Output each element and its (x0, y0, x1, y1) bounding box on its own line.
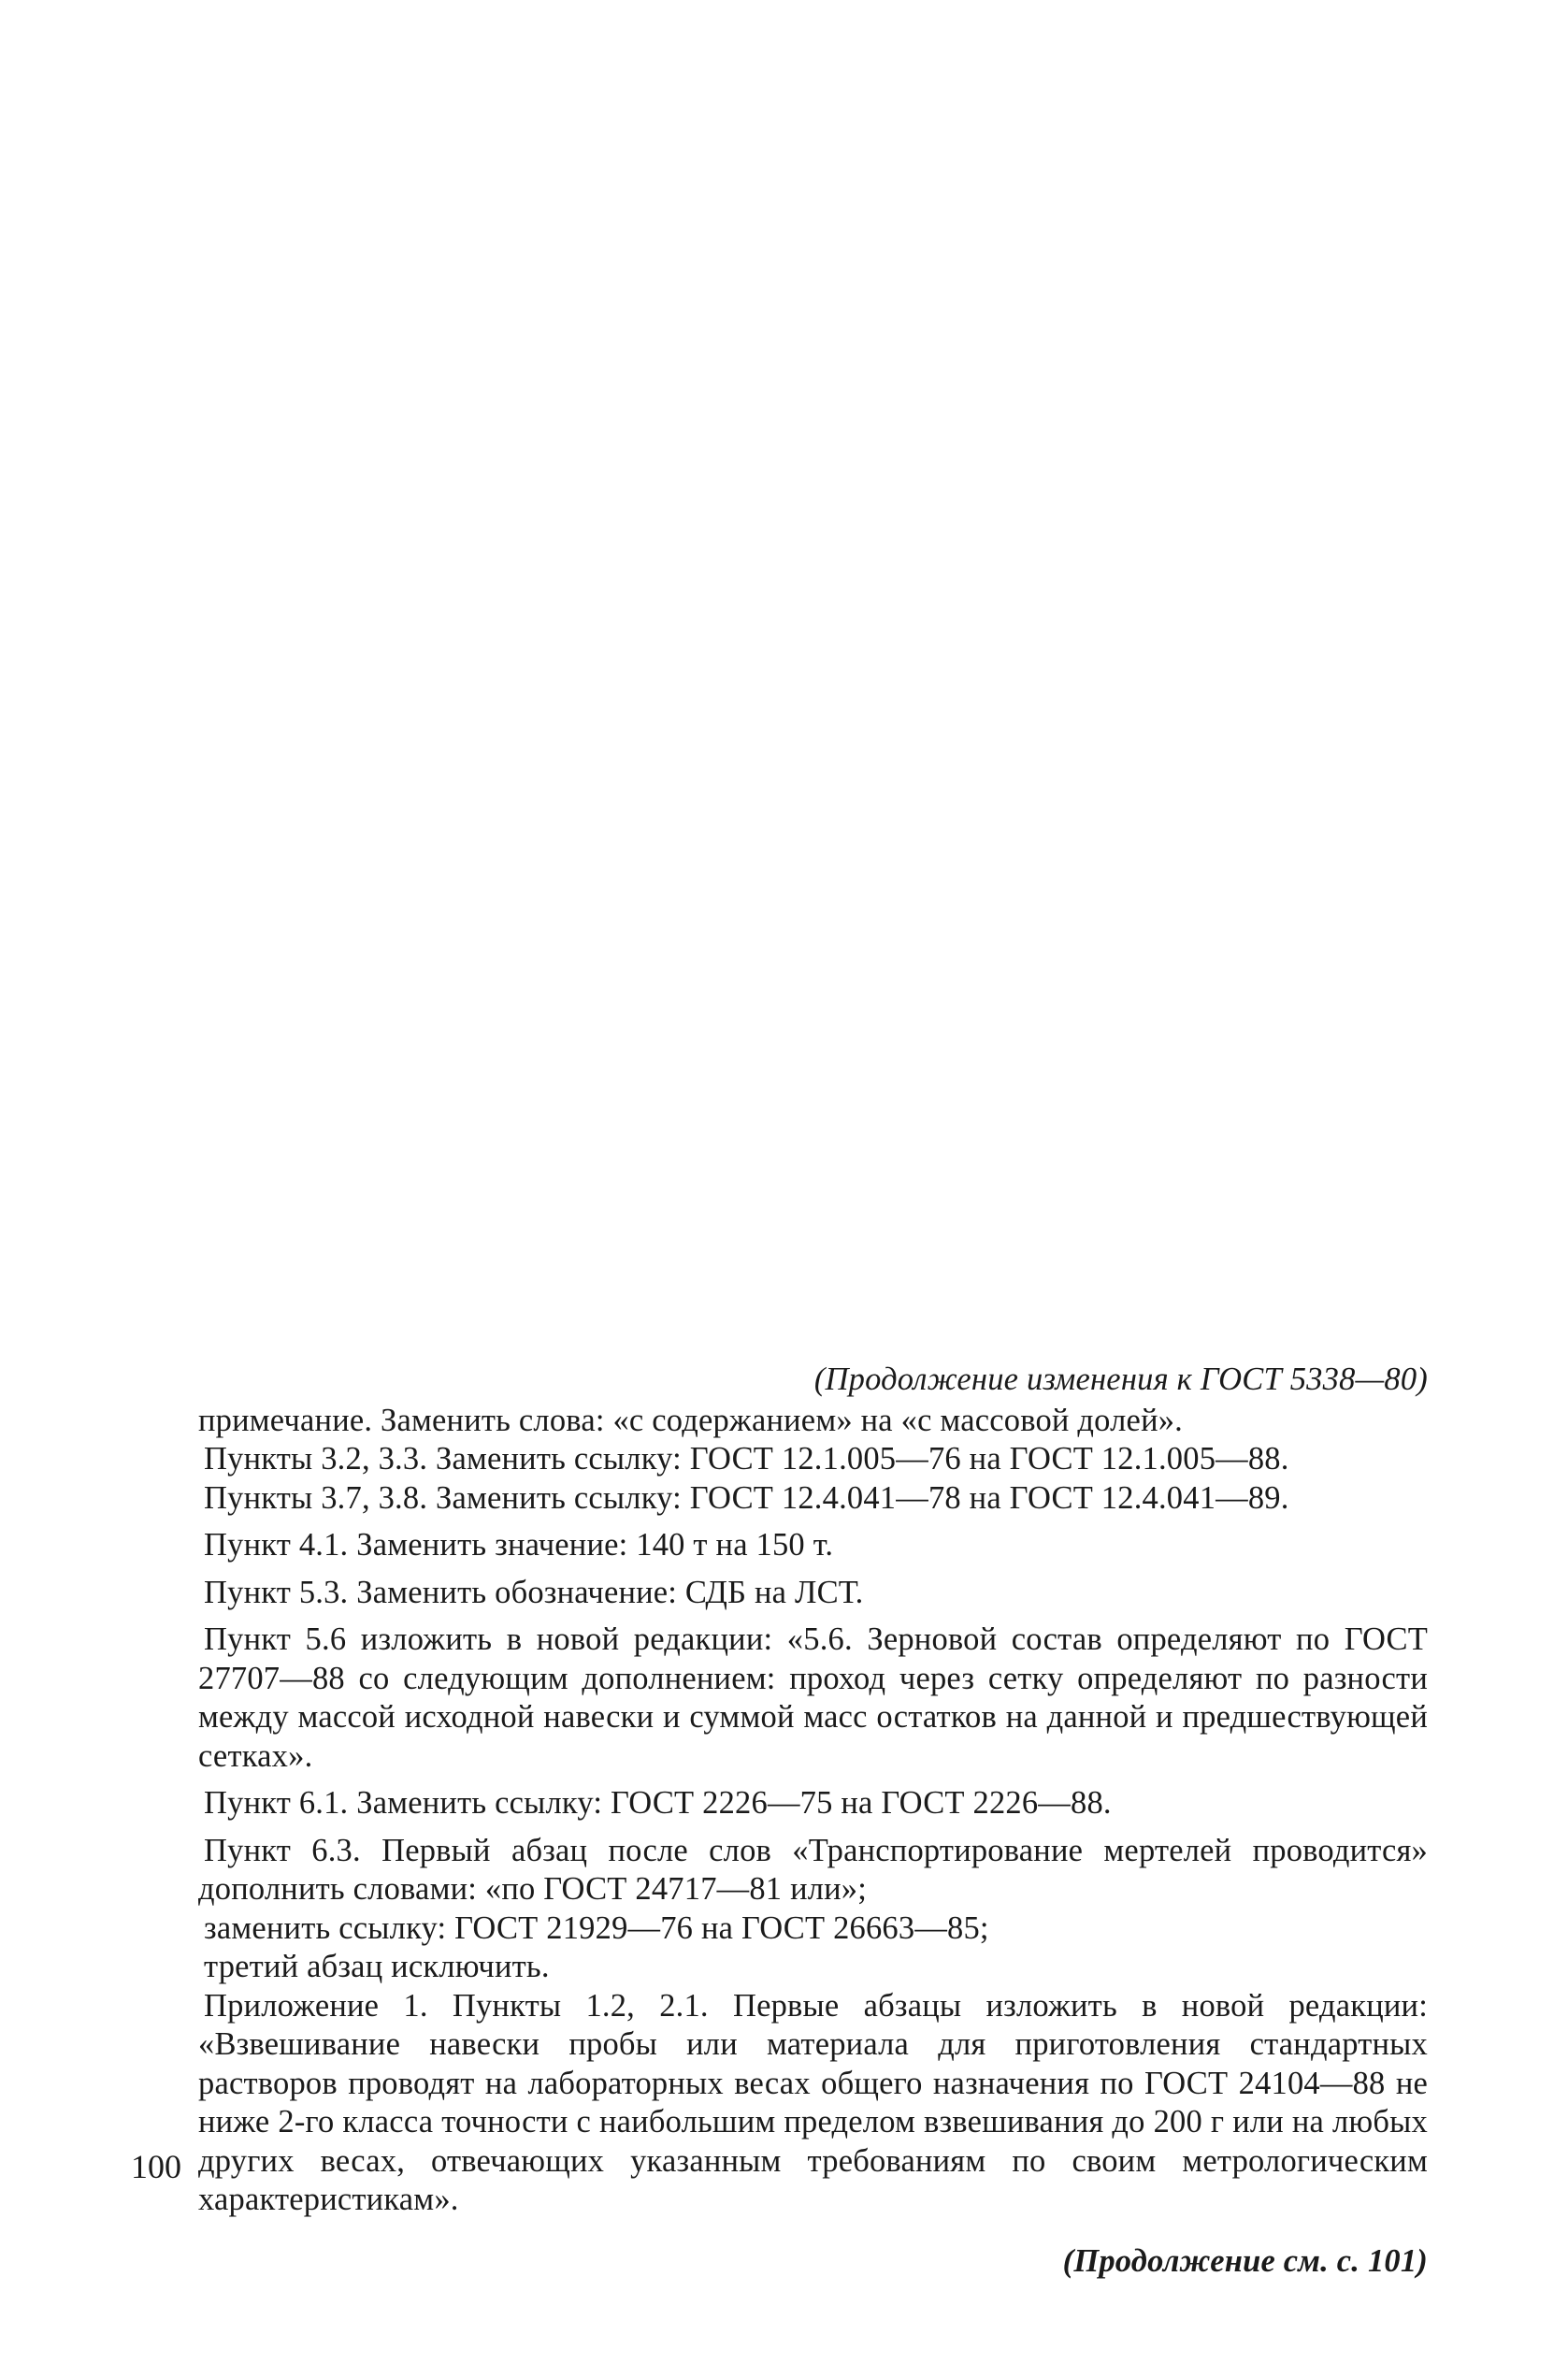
paragraph-appendix-1: Приложение 1. Пункты 1.2, 2.1. Первые абзацы изложить в новой редакции: «Взвешивание навески пробы или материала для приготовления стандартных растворов проводят на лабораторных весах общего назначения по ГОСТ 24104—88 не ниже 2-го класса точности с наибольшим пределом взвешивания до 200 г или на любых других весах, отвечающих указанным требованиям по своим метрологическим характеристикам». (198, 1987, 1428, 2217)
paragraph-third-excluded: третий абзац исключить. (204, 1949, 550, 1984)
paragraph-note: примечание. Заменить слова: «с содержанием» на «с массовой долей». (198, 1402, 1184, 1438)
paragraph-item-6-1: Пункт 6.1. Заменить ссылку: ГОСТ 2226—75 на ГОСТ 2226—88. (204, 1785, 1112, 1821)
continuation-header: (Продолжение изменения к ГОСТ 5338—80) (813, 1362, 1428, 1397)
paragraph-items-3-7: Пункты 3.7, 3.8. Заменить ссылку: ГОСТ 12.4.041—78 на ГОСТ 12.4.041—89. (204, 1479, 1289, 1516)
page-number: 100 (131, 2148, 181, 2185)
text-block (198, 1361, 1428, 2281)
paragraph-replace-reference: заменить ссылку: ГОСТ 21929—76 на ГОСТ 26663—85; (204, 1909, 989, 1946)
paragraph-item-4-1: Пункт 4.1. Заменить значение: 140 т на 150 т. (204, 1527, 834, 1563)
paragraph-item-6-3: Пункт 6.3. Первый абзац после слов «Транспортирование мертелей проводится» дополнить словами: «по ГОСТ 24717—81 или»; (198, 1832, 1428, 1907)
paragraph-item-5-3: Пункт 5.3. Заменить обозначение: СДБ на ЛСТ. (204, 1574, 864, 1610)
paragraph-item-5-6: Пункт 5.6 изложить в новой редакции: «5.6. Зерновой состав определяют по ГОСТ 27707—88 со следующим дополнением: проход через сетку определяют по разности между массой исходной навески и суммой масс остатков на данной и предшествующей сетках». (198, 1621, 1428, 1774)
continuation-footer: (Продолжение см. с. 101) (1062, 2242, 1428, 2279)
paragraph-items-3-2: Пункты 3.2, 3.3. Заменить ссылку: ГОСТ 12.1.005—76 на ГОСТ 12.1.005—88. (204, 1441, 1289, 1477)
